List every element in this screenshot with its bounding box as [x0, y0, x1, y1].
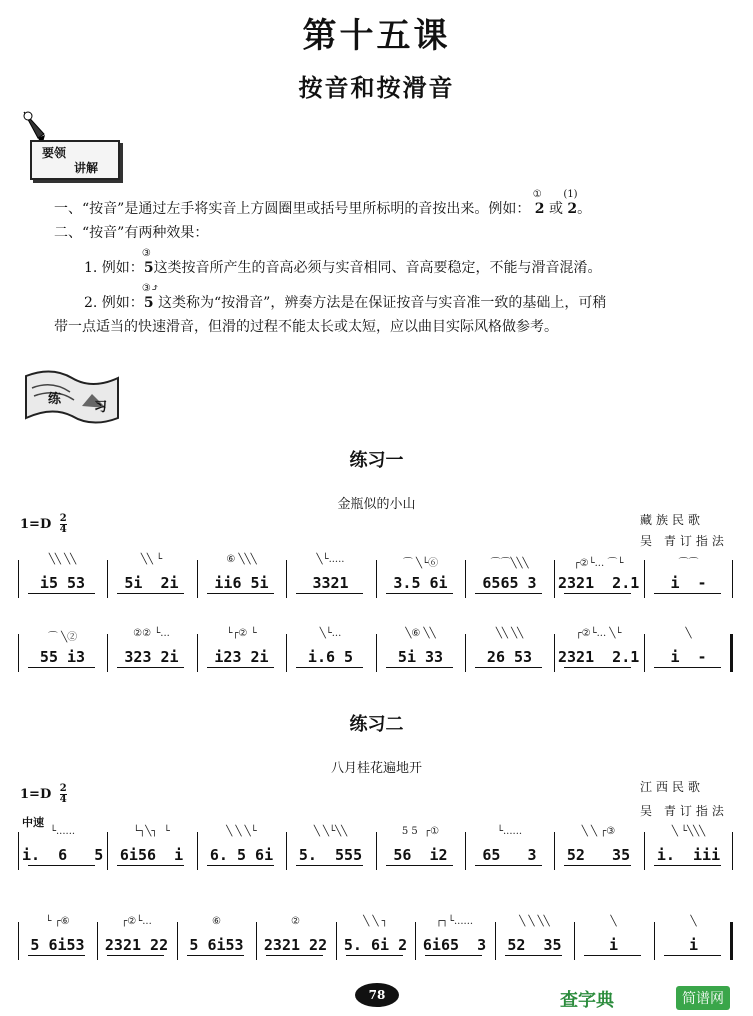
beam-underline [207, 667, 274, 670]
practice-badge [22, 366, 122, 428]
practice-badge-text-1: 练 [48, 392, 62, 407]
measure: 56 i2 [393, 846, 448, 864]
key-points-badge [30, 140, 120, 180]
fingering-marks: ⌒⌒ [678, 558, 699, 569]
beam-underline [117, 865, 184, 868]
measure: i5 53 [39, 574, 86, 592]
p3-text: 这类按音所产生的音高必须与实音相同、音高要稳定，不能与滑音混淆。 [153, 260, 602, 276]
exercise-1-time-signature [60, 514, 67, 535]
fingering-marks: ② [291, 916, 300, 927]
exercise-2-time-signature [60, 784, 67, 805]
measure: 2321 22 [104, 936, 169, 954]
practice-badge-text-2: 习 [94, 400, 108, 415]
paragraph-5: 带一点适当的快速滑音，但滑的过程不能太长或太短，应以曲目实际风格做参考。 [54, 319, 558, 335]
fingering-marks: ⌒ ╲② [47, 632, 78, 643]
p3-lead: 1. 例如： [84, 260, 144, 276]
bar-line [376, 634, 377, 672]
bar-line [554, 832, 555, 870]
beam-underline [207, 865, 274, 868]
exercise-1-credit-1: 藏族民歌 [640, 513, 705, 527]
beam-underline [117, 593, 184, 596]
exercise-2-song-title: 八月桂花遍地开 [330, 761, 422, 776]
note-5b: 5 [143, 295, 154, 311]
bar-line [730, 634, 733, 672]
fingering-marks: ╲└... [319, 628, 342, 639]
beam-underline [107, 955, 164, 958]
fingering-marks: ┌②└... ⌒└ [573, 558, 624, 569]
bar-line [18, 560, 19, 598]
note-2b: 2 [567, 201, 578, 217]
fingering-marks: ⑥ [212, 916, 221, 927]
fingering-marks: ⑥ ╲╲╲ [226, 554, 257, 565]
beam-underline [505, 955, 562, 958]
measure: i. 6 5 [22, 846, 104, 864]
beam-underline [346, 955, 403, 958]
beam-underline [28, 593, 95, 596]
bar-line [495, 922, 496, 960]
fingering-marks: ╲ [690, 916, 697, 927]
measure: 6i56 i [119, 846, 184, 864]
bar-line [286, 832, 287, 870]
beam-underline [584, 955, 641, 958]
bar-line [286, 634, 287, 672]
measure: i. iii [656, 846, 721, 864]
site-watermark: 查字典 [560, 990, 614, 1011]
time-bottom-2: 4 [59, 794, 67, 805]
fingering-marks: ╲╲ ╲╲ [48, 554, 77, 565]
exercise-1-key [20, 514, 67, 535]
bar-line [197, 832, 198, 870]
fingering-marks: ⌒ ╲└⑥ [402, 558, 439, 569]
measure: 323 2i [124, 648, 179, 666]
exercise-1-heading: 练习一 [349, 450, 404, 471]
measure: 6. 5 6i [209, 846, 274, 864]
measure: 5i 33 [397, 648, 444, 666]
beam-underline [296, 667, 363, 670]
time-bottom: 4 [59, 524, 67, 535]
beam-underline [386, 865, 453, 868]
beam-underline [28, 955, 85, 958]
badge-text-2: 讲解 [74, 161, 99, 175]
time-top-2: 2 [59, 783, 67, 794]
measure: 26 53 [486, 648, 533, 666]
bar-line [376, 560, 377, 598]
bar-line [654, 922, 655, 960]
bar-line [465, 560, 466, 598]
measure: 5 6i53 [189, 936, 244, 954]
p1-end: 。 [577, 201, 592, 217]
time-top: 2 [59, 513, 67, 524]
bar-line [644, 560, 645, 598]
p4-text: 这类称为“按滑音”，辨奏方法是在保证按音与实音准一致的基础上，可稍 [153, 295, 607, 311]
measure: 5. 6i 2 [343, 936, 408, 954]
fingering-marks: ╲└..... [316, 554, 345, 565]
exercise-2-key [20, 784, 67, 805]
p4-lead: 2. 例如： [84, 295, 144, 311]
example-note-3 [141, 248, 154, 279]
measure: 6565 3 [482, 574, 537, 592]
measure: 2321 22 [263, 936, 328, 954]
slide-mark-4: ③⤴ [141, 283, 160, 294]
bar-line [18, 832, 19, 870]
fingering-marks: └┌② └ [226, 628, 257, 639]
bar-line [18, 922, 19, 960]
fingering-marks: ╲⑥ ╲╲ [405, 628, 436, 639]
bar-line [107, 560, 108, 598]
fingering-marks: ╲╲ └ [140, 554, 163, 565]
lesson-title: 第十五课 [302, 16, 451, 56]
fingering-marks: ╲ ╲ ┐ [363, 916, 388, 927]
measure: 65 3 [482, 846, 537, 864]
site-watermark-badge: 简谱网 [676, 986, 730, 1010]
beam-underline [564, 593, 631, 596]
bar-line [336, 922, 337, 960]
measure: i - [670, 648, 707, 666]
measure: i [608, 936, 619, 954]
or-text: 或 [544, 201, 568, 217]
fingering-marks: ╲ ╲ ┌③ [581, 826, 616, 837]
exercise-1-staff-line-2 [18, 628, 733, 674]
paragraph-1 [54, 189, 734, 220]
bar-line [415, 922, 416, 960]
example-note-2 [563, 189, 578, 220]
fingering-marks: ╲ [610, 916, 617, 927]
measure: 5 6i53 [30, 936, 85, 954]
exercise-1-credit-2: 吴 青订指法 [640, 534, 728, 548]
beam-underline [296, 593, 363, 596]
exercise-2-staff-line-1 [18, 826, 733, 872]
fingering-marks: ╲ ╲ ╲└ [226, 826, 257, 837]
bar-line [554, 634, 555, 672]
beam-underline [475, 667, 542, 670]
measure: 2321 2.1 [558, 574, 640, 592]
bar-line [554, 560, 555, 598]
bar-line [465, 634, 466, 672]
badge-text-1: 要领 [42, 146, 67, 160]
exercise-2-staff-line-2 [18, 916, 733, 962]
beam-underline [425, 955, 482, 958]
paren-mark-1: (1) [563, 189, 578, 200]
beam-underline [187, 955, 244, 958]
bar-line [644, 832, 645, 870]
exercise-2-tempo: 中速 [22, 816, 44, 829]
paragraph-3 [84, 248, 734, 279]
example-note-1 [532, 189, 545, 220]
measure: 5. 555 [298, 846, 363, 864]
exercise-2-credit-1: 江西民歌 [640, 780, 705, 794]
bar-line [197, 634, 198, 672]
measure: i23 2i [214, 648, 269, 666]
measure: 52 35 [507, 936, 562, 954]
paragraph-4 [84, 283, 744, 314]
circle-mark-1: ① [532, 189, 542, 200]
beam-underline [475, 593, 542, 596]
beam-underline [564, 667, 631, 670]
bar-line [286, 560, 287, 598]
bar-line [18, 634, 19, 672]
measure: i [688, 936, 699, 954]
fingering-marks: └┐╲┐ └ [133, 826, 170, 837]
fingering-marks: ╲ ╲ ╲╲ [519, 916, 550, 927]
beam-underline [266, 955, 323, 958]
paragraph-2: 二、“按音”有两种效果： [54, 225, 209, 241]
measure: 3321 [312, 574, 349, 592]
measure: 5i 2i [124, 574, 179, 592]
lesson-subtitle: 按音和按滑音 [298, 73, 455, 102]
beam-underline [475, 865, 542, 868]
measure: 55 i3 [39, 648, 86, 666]
bar-line [107, 634, 108, 672]
measure: 2321 2.1 [558, 648, 640, 666]
beam-underline [207, 593, 274, 596]
exercise-2-credit-2: 吴 青订指法 [640, 804, 728, 818]
beam-underline [296, 865, 363, 868]
measure: 6i65 3 [422, 936, 487, 954]
fingering-marks: ┌②└... ╲└ [575, 628, 622, 639]
exercise-2-key-text: 1=D [20, 787, 52, 802]
fingering-marks: 5 5 ┌① [401, 826, 440, 837]
page-number: 78 [355, 983, 399, 1007]
beam-underline [386, 667, 453, 670]
p1-text: 一、“按音”是通过左手将实音上方圆圈里或括号里所标明的音按出来。例如： [54, 201, 531, 217]
beam-underline [654, 667, 721, 670]
fingering-marks: ┌②└... [121, 916, 152, 927]
circle-mark-3: ③ [141, 248, 151, 259]
fingering-marks: ╲ ╲└╲╲ [313, 826, 348, 837]
exercise-1-song-title: 金瓶似的小山 [337, 497, 416, 512]
bar-line [97, 922, 98, 960]
fingering-marks: ╲ [685, 628, 692, 639]
exercise-1-staff-line-1 [18, 554, 733, 600]
beam-underline [654, 593, 721, 596]
bar-line [644, 634, 645, 672]
beam-underline [117, 667, 184, 670]
note-2a: 2 [534, 201, 545, 217]
beam-underline [654, 865, 721, 868]
beam-underline [28, 865, 95, 868]
beam-underline [564, 865, 631, 868]
measure: i - [670, 574, 707, 592]
exercise-1-key-text: 1=D [20, 517, 52, 532]
beam-underline [28, 667, 95, 670]
fingering-marks: └...... [496, 826, 523, 837]
measure: 3.5 6i [393, 574, 448, 592]
bar-line [107, 832, 108, 870]
bar-line [732, 832, 733, 870]
measure: ii6 5i [214, 574, 269, 592]
measure: i.6 5 [307, 648, 354, 666]
bar-line [732, 560, 733, 598]
exercise-2-heading: 练习二 [349, 714, 404, 735]
note-5a: 5 [143, 260, 154, 276]
fingering-marks: └...... [49, 826, 76, 837]
measure: 52 35 [566, 846, 631, 864]
beam-underline [386, 593, 453, 596]
fingering-marks: ②② └... [133, 628, 170, 639]
bar-line [177, 922, 178, 960]
fingering-marks: └ ┌⑥ [45, 916, 70, 927]
bar-line [574, 922, 575, 960]
fingering-marks: ⌒⌒╲╲╲ [490, 558, 529, 569]
bar-line [376, 832, 377, 870]
example-note-4 [141, 283, 160, 314]
fingering-marks: ┌┐└...... [435, 916, 474, 927]
bar-line [730, 922, 733, 960]
beam-underline [664, 955, 721, 958]
bar-line [256, 922, 257, 960]
bar-line [197, 560, 198, 598]
fingering-marks: ╲╲ ╲╲ [495, 628, 524, 639]
bar-line [465, 832, 466, 870]
fingering-marks: ╲ └╲╲╲ [671, 826, 706, 837]
